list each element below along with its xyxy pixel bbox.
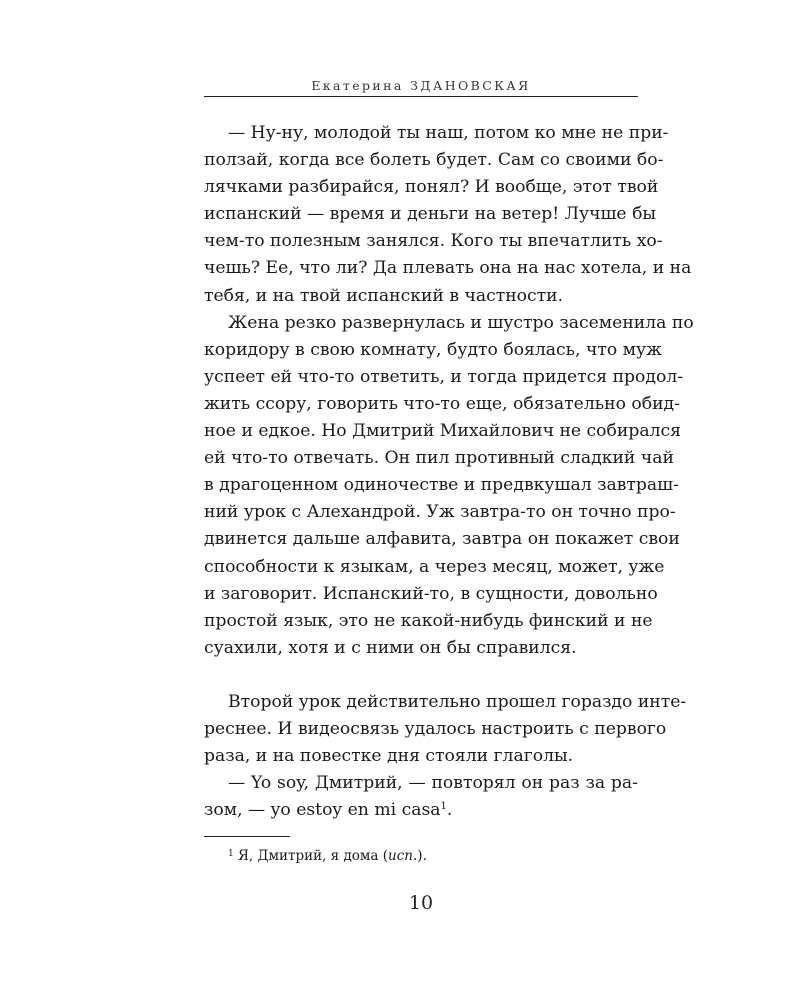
footnote-text-end: ). — [417, 848, 427, 864]
text-fragment: зом, — yo estoy en mi casa — [204, 800, 441, 821]
text-line: ей что-то отвечать. Он пил противный сладкий чай — [204, 448, 674, 469]
footnote-reference: 1 — [440, 801, 447, 813]
footnote-marker: 1 — [228, 849, 234, 859]
text-fragment: . — [446, 800, 453, 821]
footnote-abbrev: исп. — [388, 848, 418, 864]
text-line: способности к языкам, а через месяц, может, уже — [204, 556, 665, 577]
footnote-rule — [204, 836, 290, 837]
text-line: чешь? Ее, что ли? Да плевать она на нас хотела, и на — [204, 258, 692, 279]
text-line: успеет ей что-то ответить, и тогда придется продол- — [204, 366, 684, 387]
text-line: тебя, и на твой испанский в частности. — [204, 285, 564, 306]
text-line: ползай, когда все болеть будет. Сам со своими бо- — [204, 150, 664, 171]
text-line: — Ну-ну, молодой ты наш, потом ко мне не при- — [228, 123, 669, 143]
text-line: двинется дальше алфавита, завтра он покажет свои — [204, 529, 680, 550]
header-rule — [204, 96, 638, 97]
text-line: — Yo soy, Дмитрий, — повторял он раз за ра- — [228, 773, 638, 794]
body-text — [204, 120, 694, 824]
text-line: коридору в свою комнату, будто боялась, что муж — [204, 339, 662, 360]
text-line: суахили, хотя и с ними он бы справился. — [204, 637, 577, 658]
text-line: жить ссору, говорить что-то еще, обязательно обид- — [204, 393, 680, 414]
text-line: простой язык, это не какой-нибудь финский и не — [204, 610, 653, 631]
text-line: ний урок с Алехандрой. Уж завтра-то он точно про- — [204, 502, 676, 523]
footnote — [228, 847, 427, 865]
text-line-with-footnote — [204, 797, 638, 824]
text-line: реснее. И видеосвязь удалось настроить с первого — [204, 719, 667, 740]
running-head-author: Екатерина ЗДАНОВСКАЯ — [311, 78, 531, 93]
text-line: Жена резко развернулась и шустро засеменила по — [228, 312, 694, 333]
footnote-text: Я, Дмитрий, я дома ( — [238, 848, 389, 864]
text-line: раза, и на повестке дня стояли глаголы. — [204, 746, 574, 767]
text-line: и заговорит. Испанский-то, в сущности, довольно — [204, 583, 658, 604]
text-line: испанский — время и деньги на ветер! Лучше бы — [204, 204, 657, 225]
text-line: чем-то полезным занялся. Кого ты впечатлить хо- — [204, 231, 663, 252]
text-line: Второй урок действительно прошел гораздо инте- — [228, 691, 687, 712]
text-line: в драгоценном одиночестве и предвкушал завтраш- — [204, 475, 679, 496]
section-break — [204, 662, 638, 689]
page-number: 10 — [408, 892, 434, 914]
text-line: лячками разбирайся, понял? И вообще, этот твой — [204, 177, 659, 198]
text-line: ное и едкое. Но Дмитрий Михайлович не собирался — [204, 421, 681, 442]
